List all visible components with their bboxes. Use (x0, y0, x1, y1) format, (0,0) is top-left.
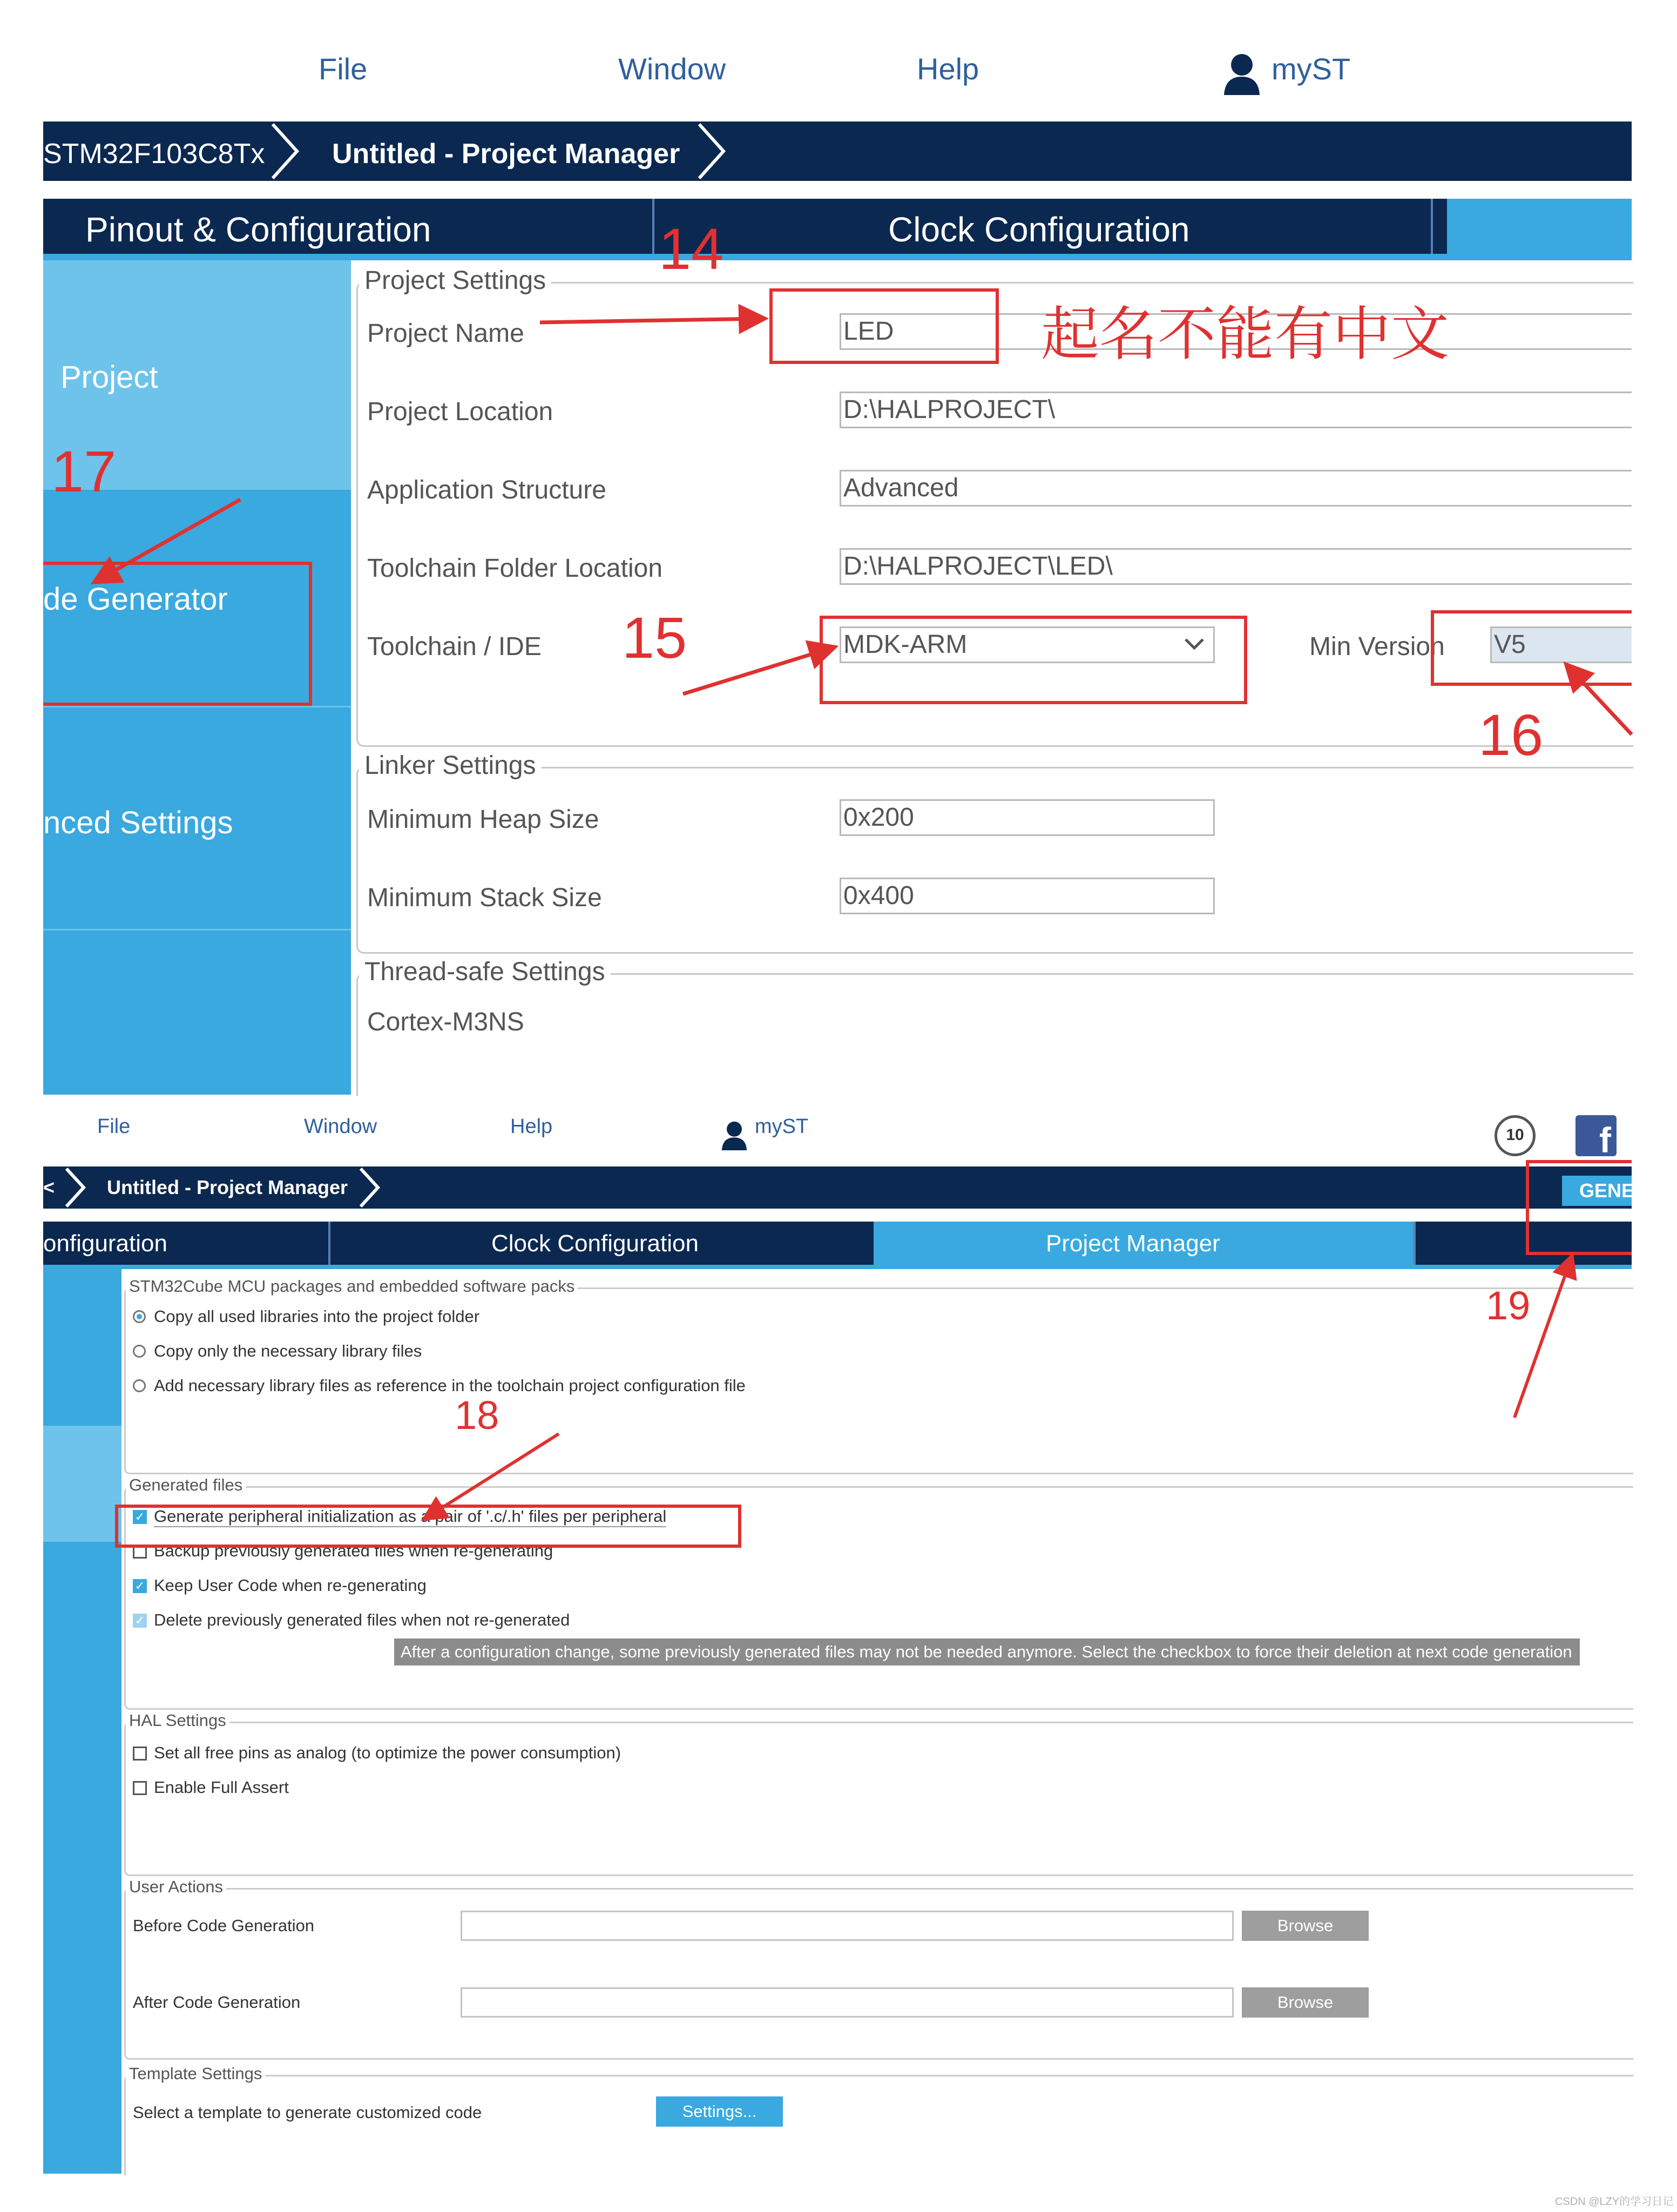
project-name-label: Project Name (367, 319, 524, 348)
project-location-label: Project Location (367, 397, 553, 426)
annotation-step-19: 19 (1486, 1283, 1531, 1328)
checkbox-pair-files-label: Generate peripheral initialization as a pair of '.c/.h' files per peripheral (154, 1507, 666, 1527)
heap-size-label: Minimum Heap Size (367, 805, 599, 834)
before-generation-label: Before Code Generation (133, 1916, 315, 1935)
sidebar-item-label: Project (60, 360, 158, 395)
annotation-step-17: 17 (51, 439, 117, 504)
badge-label: 10 (1506, 1126, 1524, 1144)
myst-link[interactable]: myST (755, 1115, 809, 1138)
annotation-note: 起名不能有中文 (1041, 301, 1450, 368)
annotation-step-16: 16 (1478, 702, 1544, 767)
checkbox-keep-user-code[interactable]: ✓ (133, 1579, 147, 1593)
hal-settings-legend: HAL Settings (126, 1711, 229, 1730)
toolchain-ide-value: MDK-ARM (843, 630, 968, 659)
checkbox-keep-user-code-label: Keep User Code when re-generating (154, 1576, 427, 1595)
browse-after-button[interactable]: Browse (1242, 1987, 1369, 2018)
toolchain-folder-value: D:\HALPROJECT\LED\ (843, 552, 1113, 581)
checkbox-free-pins-analog[interactable] (133, 1746, 147, 1761)
tooltip-delete-files: After a configuration change, some previously generated files may not be needed anymore. Select the checkbox to force their deletion at next code generation (394, 1638, 1580, 1665)
template-settings-group (124, 2075, 1633, 2175)
menu-help[interactable]: Help (917, 52, 979, 86)
menu-help[interactable]: Help (510, 1115, 553, 1138)
annotation-step-15: 15 (622, 605, 687, 670)
checkbox-backup-label: Backup previously generated files when re-generating (154, 1541, 553, 1560)
after-generation-input[interactable] (461, 1987, 1234, 2018)
annotation-arrows (0, 1102, 1677, 1642)
app-structure-label: Application Structure (367, 476, 606, 504)
generated-files-legend: Generated files (126, 1475, 246, 1495)
breadcrumb-mcu[interactable]: STM32F103C8Tx (43, 138, 265, 170)
tab-clock[interactable]: Clock Configuration (888, 210, 1190, 249)
tab-pinout[interactable]: Pinout & Configuration (85, 210, 431, 249)
annotation-step-18: 18 (455, 1393, 499, 1438)
breadcrumb-prefix: < (43, 1176, 55, 1198)
project-name-value: LED (843, 317, 894, 346)
toolchain-ide-label: Toolchain / IDE (367, 632, 542, 661)
toolchain-folder-label: Toolchain Folder Location (367, 554, 663, 583)
sidebar-item-label: de Generator (43, 582, 228, 617)
breadcrumb-project[interactable]: Untitled - Project Manager (107, 1176, 348, 1198)
radio-copy-all-label: Copy all used libraries into the project folder (154, 1307, 480, 1326)
linker-settings-legend: Linker Settings (359, 751, 542, 780)
project-location-value: D:\HALPROJECT\ (843, 395, 1056, 424)
checkbox-full-assert[interactable] (133, 1781, 147, 1795)
tab-project-manager-label: Project Manager (1046, 1230, 1220, 1257)
after-generation-label: After Code Generation (133, 1993, 301, 2012)
browse-before-button[interactable]: Browse (1242, 1911, 1369, 1941)
generate-code-label: GENE (1579, 1179, 1635, 1202)
breadcrumb-project[interactable]: Untitled - Project Manager (332, 138, 680, 170)
tab-clock[interactable]: Clock Configuration (491, 1230, 699, 1257)
checkbox-full-assert-label: Enable Full Assert (154, 1778, 289, 1797)
heap-size-value: 0x200 (843, 803, 914, 832)
tab-pinout[interactable]: onfiguration (43, 1230, 167, 1257)
sidebar-item-label: nced Settings (43, 805, 233, 840)
annotation-arrows (0, 0, 1677, 1102)
template-settings-button[interactable]: Settings... (656, 2096, 783, 2127)
menu-window[interactable]: Window (304, 1115, 377, 1138)
stack-size-label: Minimum Stack Size (367, 884, 602, 912)
app-structure-value: Advanced (843, 474, 959, 502)
checkbox-delete-old[interactable]: ✓ (133, 1614, 147, 1628)
before-generation-input[interactable] (461, 1911, 1234, 1941)
menu-window[interactable]: Window (618, 52, 726, 86)
radio-add-reference-label: Add necessary library files as reference in the toolchain project configuration file (154, 1376, 746, 1395)
min-version-label: Min Version (1309, 632, 1445, 661)
core-label: Cortex-M3NS (367, 1008, 524, 1036)
menu-file[interactable]: File (97, 1115, 131, 1138)
checkbox-free-pins-analog-label: Set all free pins as analog (to optimize the power consumption) (154, 1743, 621, 1762)
checkbox-delete-old-label: Delete previously generated files when not re-generated (154, 1610, 570, 1629)
annotation-step-14: 14 (659, 216, 724, 281)
stack-size-value: 0x400 (843, 881, 914, 910)
user-actions-legend: User Actions (126, 1877, 226, 1897)
template-settings-legend: Template Settings (126, 2064, 265, 2083)
packages-legend: STM32Cube MCU packages and embedded software packs (126, 1277, 578, 1296)
min-version-value: V5 (1494, 630, 1526, 659)
template-label: Select a template to generate customized code (133, 2103, 482, 2122)
menu-file[interactable]: File (319, 52, 368, 86)
myst-link[interactable]: myST (1272, 52, 1351, 86)
project-settings-legend: Project Settings (359, 266, 551, 295)
radio-copy-necessary-label: Copy only the necessary library files (154, 1341, 422, 1360)
checkbox-pair-files[interactable]: ✓ (133, 1510, 147, 1524)
watermark: CSDN @LZY的学习日记 (1555, 2196, 1674, 2208)
thread-safe-legend: Thread-safe Settings (359, 957, 611, 987)
facebook-icon[interactable]: f (1575, 1115, 1617, 1156)
